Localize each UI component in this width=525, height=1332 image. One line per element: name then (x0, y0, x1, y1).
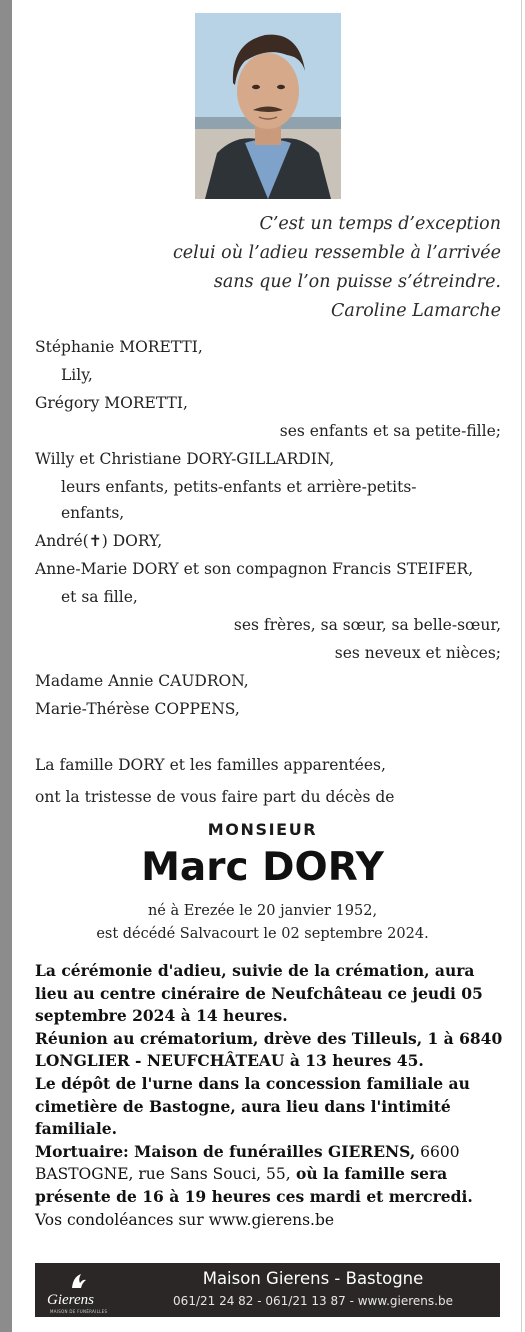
left-gray-bar (0, 0, 12, 1332)
intro-line: ont la tristesse de vous faire part du décès de (35, 788, 395, 806)
poem-line: celui où l’adieu ressemble à l’arrivée (172, 243, 501, 263)
family-line: leurs enfants, petits-enfants et arrière-petits- (61, 478, 417, 496)
ceremony-details (35, 960, 505, 1231)
banner-contact: 061/21 24 82 - 061/21 13 87 - www.gierens.be (173, 1294, 453, 1308)
family-line: ses enfants et sa petite-fille; (279, 422, 501, 440)
family-line: ses frères, sa sœur, sa belle-sœur, (233, 616, 501, 634)
condolences-line: Vos condoléances sur www.gierens.be (35, 1210, 335, 1229)
family-line: ses neveux et nièces; (334, 644, 501, 662)
ceremony-paragraph: Le dépôt de l'urne dans la concession familiale au cimetière de Bastogne, aura lieu dans l'intimité familiale. (35, 1073, 470, 1139)
ceremony-paragraph: Réunion au crématorium, drève des Tilleuls, 1 à 6840 LONGLIER - NEUFCHÂTEAU à 13 heures 45. (35, 1028, 503, 1071)
family-line: Lily, (61, 366, 93, 384)
gierens-logo-icon (69, 1271, 89, 1291)
mortuary-label: Mortuaire: Maison de funérailles GIERENS, (35, 1141, 416, 1161)
portrait-photo (195, 13, 341, 199)
funeral-home-banner (35, 1263, 500, 1317)
family-line: Madame Annie CAUDRON, (35, 672, 249, 690)
deceased-name: Marc DORY (141, 845, 384, 890)
mortuary-paragraph (35, 1141, 505, 1209)
logo-subtitle: MAISON DE FUNÉRAILLES (50, 1309, 108, 1314)
family-line: Stéphanie MORETTI, (35, 338, 203, 356)
ceremony-paragraph: La cérémonie d'adieu, suivie de la crémation, aura lieu au centre cinéraire de Neufchâteau ce jeudi 05 septembre 2024 à 14 heures. (35, 961, 483, 1026)
family-line: Marie-Thérèse COPPENS, (35, 700, 240, 718)
poem-author: Caroline Lamarche (331, 301, 501, 321)
death-line: est décédé Salvacourt le 02 septembre 2024. (96, 926, 429, 942)
family-line: et sa fille, (61, 588, 138, 606)
intro-line: La famille DORY et les familles apparentées, (35, 756, 386, 774)
family-line: Willy et Christiane DORY-GILLARDIN, (35, 450, 335, 468)
logo-wordmark: Gierens (47, 1292, 94, 1308)
family-line: enfants, (61, 504, 125, 522)
mortuary-hours: où la famille sera présente de 16 à 19 heures ces mardi et mercredi. (35, 1164, 473, 1206)
poem-line: sans que l’on puisse s’étreindre. (213, 272, 501, 292)
poem-line: C’est un temps d’exception (259, 214, 501, 234)
portrait-illustration (195, 13, 341, 199)
mortuary-address: 6600 BASTOGNE, rue Sans Souci, 55, (35, 1142, 460, 1184)
birth-line: né à Erezée le 20 janvier 1952, (147, 903, 378, 919)
quote-poem (81, 210, 501, 326)
family-line: Anne-Marie DORY et son compagnon Francis STEIFER, (35, 560, 474, 578)
family-line: Grégory MORETTI, (35, 394, 188, 412)
right-border-line (521, 0, 522, 1332)
family-line: André(✝) DORY, (35, 532, 163, 550)
banner-title: Maison Gierens - Bastogne (202, 1269, 424, 1288)
honorific-title: MONSIEUR (207, 820, 318, 839)
